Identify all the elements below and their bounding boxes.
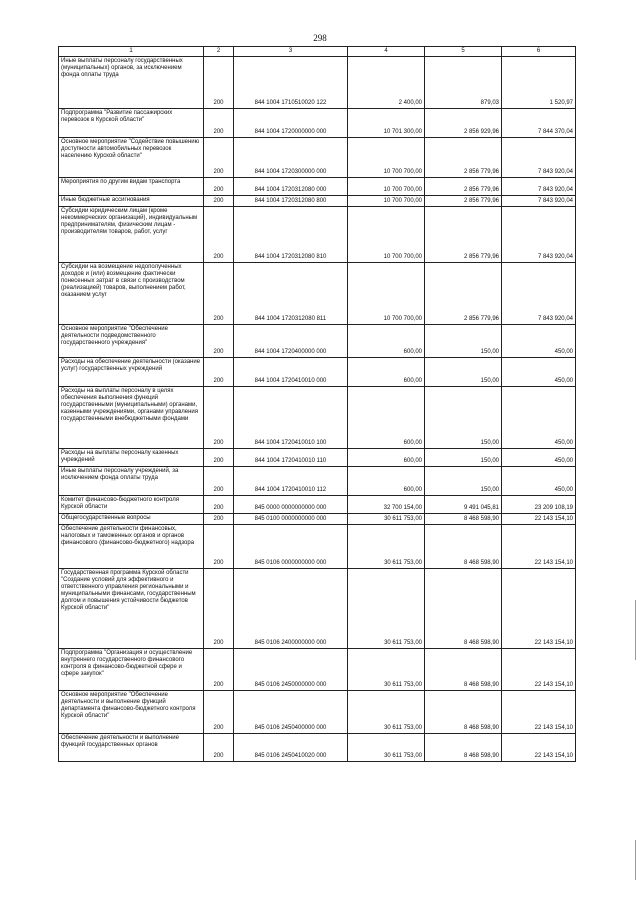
table-row [59,734,576,762]
scan-edge-mark [635,840,636,880]
row-unexecuted-amount: 7 843 920,04 [502,263,576,325]
row-description: Иные выплаты персоналу учреждений, за исключением фонда оплаты труда [59,467,204,496]
row-description: Подпрограмма "Развитие пассажирских перевозок в Курской области" [59,109,204,138]
row-executed-amount: 8 468 598,90 [425,525,502,569]
row-budget-classification-code: 844 1004 1720312080 800 [234,196,348,207]
column-header: 6 [502,47,576,57]
row-executed-amount: 150,00 [425,387,502,449]
row-description: Иные выплаты персоналу государственных (муниципальных) органов, за исключением фонда оплаты труда [59,57,204,109]
row-line-code: 200 [204,467,234,496]
row-approved-amount: 30 611 753,00 [348,734,425,762]
row-executed-amount: 2 856 779,96 [425,263,502,325]
row-approved-amount: 10 700 700,00 [348,178,425,196]
row-executed-amount: 150,00 [425,449,502,467]
page-number: 298 [313,33,327,43]
row-line-code: 200 [204,387,234,449]
row-approved-amount: 10 700 700,00 [348,263,425,325]
row-description: Основное мероприятие "Обеспечение деятельности подведомственного государственного учреждения" [59,325,204,358]
table-row [59,358,576,387]
row-budget-classification-code: 844 1004 1720312080 810 [234,207,348,263]
row-line-code: 200 [204,57,234,109]
row-unexecuted-amount: 7 843 920,04 [502,196,576,207]
row-unexecuted-amount: 22 143 154,10 [502,569,576,649]
table-row [59,691,576,734]
row-description: Обеспечение деятельности финансовых, налоговых и таможенных органов и органов финансового (финансово-бюджетного) надзора [59,525,204,569]
table-row [59,57,576,109]
row-executed-amount: 8 468 598,90 [425,691,502,734]
table-row [59,467,576,496]
row-description: Общегосударственные вопросы [59,514,204,525]
row-line-code: 200 [204,569,234,649]
row-unexecuted-amount: 7 843 920,04 [502,207,576,263]
row-description: Расходы на выплаты персоналу в целях обеспечения выполнения функций государственными (муниципальными) органами, казенными учреждениями, органами управления государственными внебюджетными фондами [59,387,204,449]
row-budget-classification-code: 845 0100 0000000000 000 [234,514,348,525]
row-description: Мероприятия по другим видам транспорта [59,178,204,196]
table-row [59,207,576,263]
row-line-code: 200 [204,138,234,178]
row-budget-classification-code: 845 0000 0000000000 000 [234,496,348,514]
row-unexecuted-amount: 7 843 920,04 [502,178,576,196]
row-unexecuted-amount: 22 143 154,10 [502,525,576,569]
row-budget-classification-code: 844 1004 1720400000 000 [234,325,348,358]
row-unexecuted-amount: 450,00 [502,449,576,467]
row-executed-amount: 8 468 598,90 [425,569,502,649]
row-budget-classification-code: 844 1004 1720410010 000 [234,358,348,387]
budget-execution-table [58,46,576,762]
row-description: Субсидии юридическим лицам (кроме некоммерческих организаций), индивидуальным предпринимателям, физическим лицам - производителям товаров, работ, услуг [59,207,204,263]
row-unexecuted-amount: 7 843 920,04 [502,138,576,178]
row-budget-classification-code: 844 1004 1720000000 000 [234,109,348,138]
row-executed-amount: 2 856 779,96 [425,178,502,196]
row-description: Иные бюджетные ассигнования [59,196,204,207]
table-row [59,109,576,138]
row-budget-classification-code: 845 0106 2400000000 000 [234,569,348,649]
row-unexecuted-amount: 23 209 108,19 [502,496,576,514]
row-description: Основное мероприятие "Содействие повышению доступности автомобильных перевозок населению Курской области" [59,138,204,178]
row-approved-amount: 600,00 [348,325,425,358]
scan-edge-mark [635,600,636,660]
table-row [59,138,576,178]
row-executed-amount: 2 856 779,96 [425,207,502,263]
row-approved-amount: 10 700 700,00 [348,196,425,207]
table-row [59,449,576,467]
row-approved-amount: 600,00 [348,467,425,496]
table-row [59,325,576,358]
row-executed-amount: 150,00 [425,325,502,358]
row-approved-amount: 10 700 700,00 [348,207,425,263]
row-unexecuted-amount: 450,00 [502,467,576,496]
row-budget-classification-code: 845 0106 2450410020 000 [234,734,348,762]
row-executed-amount: 2 856 929,96 [425,109,502,138]
table-row [59,263,576,325]
row-approved-amount: 30 611 753,00 [348,569,425,649]
row-unexecuted-amount: 450,00 [502,325,576,358]
table-row [59,569,576,649]
table-row [59,514,576,525]
row-line-code: 200 [204,263,234,325]
row-line-code: 200 [204,525,234,569]
row-budget-classification-code: 844 1004 1720300000 000 [234,138,348,178]
row-unexecuted-amount: 22 143 154,10 [502,691,576,734]
row-line-code: 200 [204,109,234,138]
row-budget-classification-code: 845 0106 2450000000 000 [234,649,348,691]
row-description: Расходы на выплаты персоналу казенных учреждений [59,449,204,467]
row-description: Подпрограмма "Организация и осуществление внутреннего государственного финансового контроля в финансово-бюджетной сфере и сфере закупок" [59,649,204,691]
row-line-code: 200 [204,358,234,387]
row-description: Обеспечение деятельности и выполнение функций государственных органов [59,734,204,762]
row-description: Комитет финансово-бюджетного контроля Курской области [59,496,204,514]
row-budget-classification-code: 845 0106 0000000000 000 [234,525,348,569]
row-executed-amount: 2 856 779,96 [425,196,502,207]
table-row [59,525,576,569]
row-line-code: 200 [204,496,234,514]
table-row [59,196,576,207]
row-budget-classification-code: 844 1004 1710510020 122 [234,57,348,109]
row-line-code: 200 [204,514,234,525]
row-unexecuted-amount: 1 520,97 [502,57,576,109]
row-unexecuted-amount: 22 143 154,10 [502,514,576,525]
row-unexecuted-amount: 22 143 154,10 [502,734,576,762]
row-executed-amount: 150,00 [425,358,502,387]
row-approved-amount: 10 701 300,00 [348,109,425,138]
row-line-code: 200 [204,196,234,207]
row-executed-amount: 2 856 779,96 [425,138,502,178]
row-executed-amount: 879,03 [425,57,502,109]
row-executed-amount: 8 468 598,90 [425,734,502,762]
column-header: 5 [425,47,502,57]
row-budget-classification-code: 844 1004 1720410010 110 [234,449,348,467]
row-unexecuted-amount: 7 844 370,04 [502,109,576,138]
table-row [59,496,576,514]
table-row [59,649,576,691]
row-approved-amount: 30 611 753,00 [348,691,425,734]
table-row [59,387,576,449]
row-approved-amount: 600,00 [348,449,425,467]
row-executed-amount: 9 491 045,81 [425,496,502,514]
row-executed-amount: 8 468 598,90 [425,649,502,691]
column-header: 4 [348,47,425,57]
table-header-row [59,47,576,57]
row-unexecuted-amount: 22 143 154,10 [502,649,576,691]
row-description: Государственная программа Курской области "Создание условий для эффективного и ответственного управления региональными и муниципальными финансами, государственным долгом и повышения устойчивости бюджетов Курской области" [59,569,204,649]
row-approved-amount: 600,00 [348,387,425,449]
row-line-code: 200 [204,449,234,467]
row-description: Основное мероприятие "Обеспечение деятельности и выполнение функций департамента финансово-бюджетного контроля Курской области" [59,691,204,734]
row-executed-amount: 8 468 598,90 [425,514,502,525]
row-approved-amount: 30 611 753,00 [348,525,425,569]
row-approved-amount: 10 700 700,00 [348,138,425,178]
row-unexecuted-amount: 450,00 [502,358,576,387]
row-unexecuted-amount: 450,00 [502,387,576,449]
row-line-code: 200 [204,734,234,762]
row-description: Расходы на обеспечение деятельности (оказание услуг) государственных учреждений [59,358,204,387]
row-line-code: 200 [204,649,234,691]
row-approved-amount: 600,00 [348,358,425,387]
row-budget-classification-code: 844 1004 1720312080 000 [234,178,348,196]
row-line-code: 200 [204,207,234,263]
row-budget-classification-code: 845 0106 2450400000 000 [234,691,348,734]
table-row [59,178,576,196]
column-header: 2 [204,47,234,57]
row-approved-amount: 32 700 154,00 [348,496,425,514]
column-header: 1 [59,47,204,57]
row-description: Субсидии на возмещение недополученных доходов и (или) возмещение фактически понесенных затрат в связи с производством (реализацией) товаров, выполнением работ, оказанием услуг [59,263,204,325]
column-header: 3 [234,47,348,57]
row-approved-amount: 2 400,00 [348,57,425,109]
row-line-code: 200 [204,178,234,196]
row-line-code: 200 [204,691,234,734]
row-budget-classification-code: 844 1004 1720312080 811 [234,263,348,325]
row-approved-amount: 30 611 753,00 [348,649,425,691]
row-budget-classification-code: 844 1004 1720410010 112 [234,467,348,496]
row-approved-amount: 30 611 753,00 [348,514,425,525]
row-executed-amount: 150,00 [425,467,502,496]
row-budget-classification-code: 844 1004 1720410010 100 [234,387,348,449]
row-line-code: 200 [204,325,234,358]
